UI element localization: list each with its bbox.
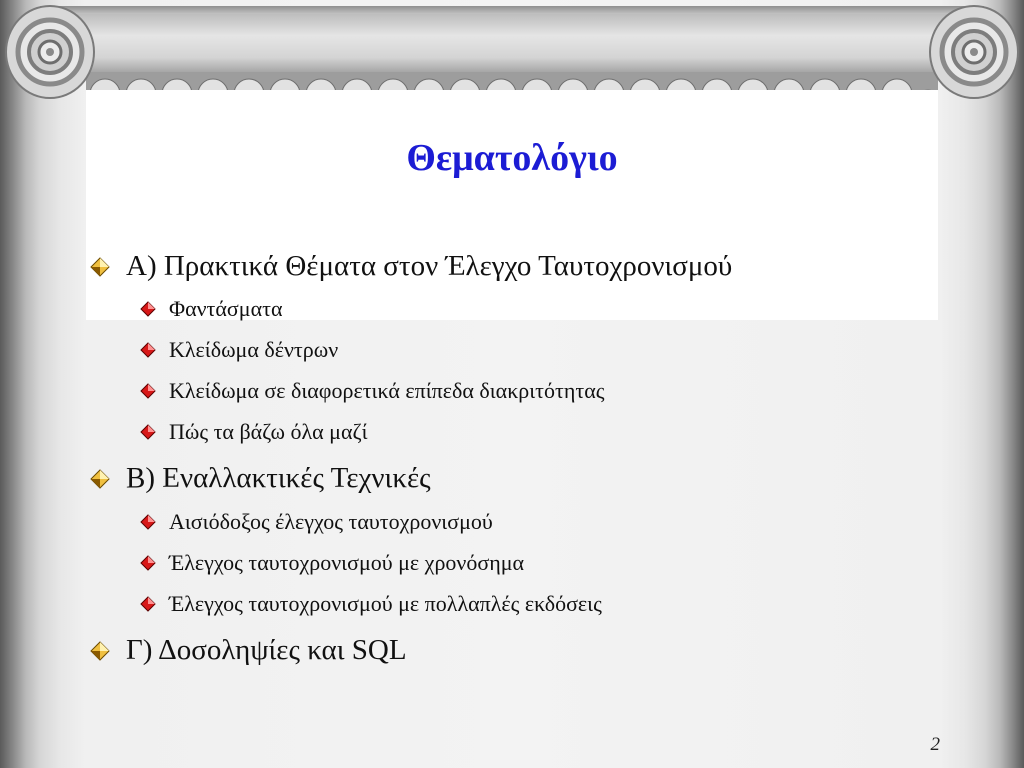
page-number: 2	[930, 734, 940, 755]
section-a-item-2	[140, 337, 338, 363]
section-a-item-3-label: Κλείδωμα σε διαφορετικά επίπεδα διακριτότητας	[169, 378, 605, 403]
section-b-label: Β) Εναλλακτικές Τεχνικές	[126, 462, 431, 494]
section-b-item-1-label: Αισιόδοξος έλεγχος ταυτοχρονισμού	[169, 509, 493, 534]
gold-diamond-bullet-icon	[90, 257, 110, 277]
section-a-item-1-label: Φαντάσματα	[169, 296, 283, 321]
section-b-item-3-label: Έλεγχος ταυτοχρονισμού με πολλαπλές εκδόσεις	[169, 591, 602, 616]
gold-diamond-bullet-icon	[90, 641, 110, 661]
section-b-row	[90, 462, 431, 495]
red-diamond-bullet-icon	[140, 383, 156, 399]
section-a-item-2-label: Κλείδωμα δέντρων	[169, 337, 339, 362]
section-b-item-2-label: Έλεγχος ταυτοχρονισμού με χρονόσημα	[169, 550, 525, 575]
section-a-item-1	[140, 296, 282, 322]
gold-diamond-bullet-icon	[90, 469, 110, 489]
red-diamond-bullet-icon	[140, 555, 156, 571]
section-b-item-1	[140, 509, 493, 535]
section-a-item-4	[140, 419, 368, 445]
section-c-row	[90, 634, 407, 667]
section-b-item-3	[140, 591, 602, 617]
red-diamond-bullet-icon	[140, 342, 156, 358]
section-a-row	[90, 250, 732, 283]
section-c-label: Γ) Δοσοληψίες και SQL	[126, 634, 407, 666]
section-a-label: Α) Πρακτικά Θέματα στον Έλεγχο Ταυτοχρονισμού	[126, 250, 733, 282]
red-diamond-bullet-icon	[140, 424, 156, 440]
section-a-item-3	[140, 378, 604, 404]
slide-title: Θεματολόγιο	[406, 137, 618, 179]
section-b-item-2	[140, 550, 524, 576]
red-diamond-bullet-icon	[140, 596, 156, 612]
section-a-item-4-label: Πώς τα βάζω όλα μαζί	[169, 419, 368, 444]
red-diamond-bullet-icon	[140, 301, 156, 317]
red-diamond-bullet-icon	[140, 514, 156, 530]
